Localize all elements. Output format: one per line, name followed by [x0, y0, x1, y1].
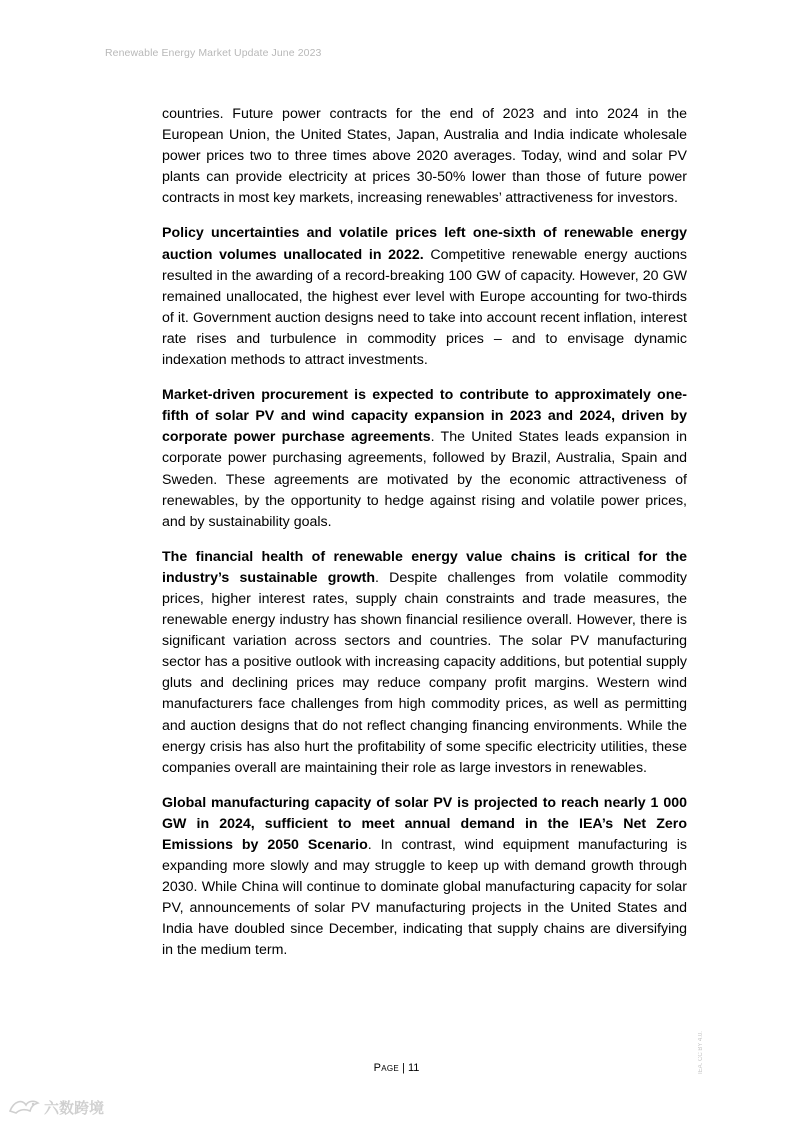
- paragraph-2-bold-lead: Policy uncertainties and volatile prices left one-sixth of renewable energy auction volumes unallocated in 2022.: [162, 225, 687, 263]
- page-footer: [0, 1062, 793, 1074]
- page-number: 11: [408, 1062, 420, 1074]
- bird-logo-icon: [8, 1097, 40, 1117]
- paragraph-5: [162, 793, 687, 962]
- paragraph-5-text: . In contrast, wind equipment manufacturing is expanding more slowly and may struggle to keep up with demand growth through 2030. While China will continue to dominate global manufacturing capacity for solar PV, announcements of solar PV manufacturing projects in the United States and India have doubled since December, indicating that supply chains are diversifying in the medium term.: [162, 837, 687, 959]
- paragraph-4-text: . Despite challenges from volatile commodity prices, higher interest rates, supply chain constraints and trade measures, the renewable energy industry has shown financial resilience overall. However, there is significant variation across sectors and countries. The solar PV manufacturing sector has a positive outlook with increasing capacity additions, but potential supply gluts and declining prices may reduce company profit margins. Western wind manufacturers face challenges from high commodity prices, as well as permitting and auction designs that do not reflect changing financing environments. While the energy crisis has also hurt the profitability of some specific electricity utilities, these companies overall are maintaining their role as large investors in renewables.: [162, 569, 688, 776]
- running-header: Renewable Energy Market Update June 2023: [105, 47, 322, 59]
- paragraph-3-bold-lead: Market-driven procurement is expected to contribute to approximately one-fifth of solar PV and wind capacity expansion in 2023 and 2024, driven by corporate power purchase agreements: [162, 387, 687, 446]
- document-body: [162, 104, 687, 976]
- paragraph-3: [162, 385, 687, 533]
- license-note: IEA. CC BY 4.0.: [698, 1031, 704, 1074]
- paragraph-4: [162, 547, 687, 779]
- paragraph-5-bold-lead: Global manufacturing capacity of solar PV is projected to reach nearly 1 000 GW in 2024, sufficient to meet annual demand in the IEA’s Net Zero Emissions by 2050 Scenario: [162, 794, 687, 853]
- paragraph-2-text: Competitive renewable energy auctions resulted in the awarding of a record-breaking 100 GW of capacity. However, 20 GW remained unallocated, the highest ever level with Europe accounting for two-thirds of it. Government auction designs need to take into account recent inflation, interest rate rises and turbulence in commodity prices – and to envisage dynamic indexation methods to attract investments.: [162, 246, 687, 369]
- page-separator: |: [402, 1062, 405, 1074]
- watermark-text: 六数跨境: [44, 1099, 105, 1117]
- paragraph-2: [162, 223, 687, 371]
- paragraph-4-bold-lead: The financial health of renewable energy value chains is critical for the industry’s sustainable growth: [162, 548, 687, 586]
- paragraph-1: [162, 104, 687, 209]
- watermark: [8, 1096, 104, 1118]
- paragraph-3-text: . The United States leads expansion in corporate power purchasing agreements, followed by Brazil, Australia, Spain and Sweden. These agreements are motivated by the economic attractiveness of renewables, by the opportunity to hedge against rising and volatile power prices, and by sustainability goals.: [162, 429, 687, 530]
- paragraph-1-text: countries. Future power contracts for the end of 2023 and into 2024 in the European Union, the United States, Japan, Australia and India indicate wholesale power prices two to three times above 2020 averages. Today, wind and solar PV plants can provide electricity at prices 30-50% lower than those of future power contracts in most key markets, increasing renewables’ attractiveness for investors.: [162, 106, 687, 207]
- page-label: Page: [373, 1062, 400, 1074]
